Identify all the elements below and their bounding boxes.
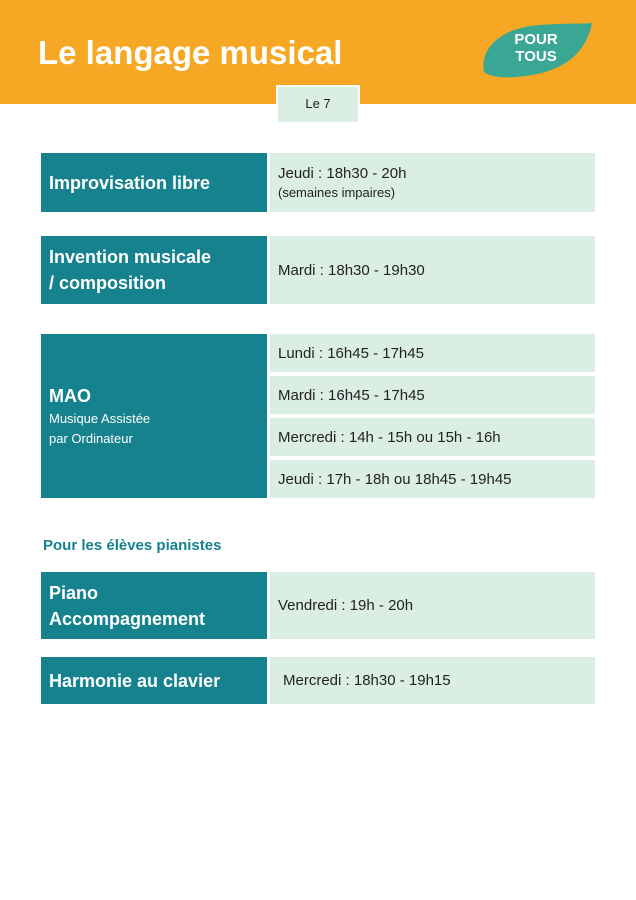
- badge-line1: POUR: [514, 31, 558, 48]
- schedule-cell: [270, 460, 595, 498]
- course-invention-musicale: [41, 236, 595, 304]
- schedule-cell: [270, 572, 595, 639]
- schedule-cell: [270, 376, 595, 414]
- schedule-time: Vendredi : 19h - 20h: [278, 597, 414, 614]
- course-name: Improvisation libre: [49, 172, 211, 193]
- pour-tous-badge: [478, 20, 594, 80]
- schedule-cell: [270, 236, 595, 304]
- course-name-line2: Accompagnement: [49, 608, 206, 629]
- course-harmonie-au-clavier: [41, 657, 595, 704]
- course-name-line2: / composition: [49, 273, 166, 293]
- course-mao: [41, 334, 595, 498]
- badge-line2: TOUS: [515, 48, 557, 65]
- schedule-time: Mercredi : 14h - 15h ou 15h - 16h: [278, 428, 501, 446]
- course-name: MAO: [49, 386, 91, 406]
- schedule-cell: [270, 657, 595, 704]
- course-name-line1: Invention musicale: [49, 247, 212, 267]
- schedule-time: Mercredi : 18h30 - 19h15: [283, 672, 451, 689]
- page-title: Le langage musical: [38, 34, 343, 71]
- course-name: Harmonie au clavier: [49, 670, 221, 691]
- course-label: [41, 334, 267, 498]
- course-label: [41, 153, 267, 212]
- schedule-time: Mardi : 16h45 - 17h45: [278, 386, 425, 404]
- schedule-cell: [270, 153, 595, 212]
- course-label: [41, 236, 267, 304]
- badge-text: [478, 31, 594, 65]
- course-piano-accompagnement: [41, 572, 595, 639]
- schedule-time: Jeudi : 17h - 18h ou 18h45 - 19h45: [278, 470, 512, 488]
- section-title-pianists: Pour les élèves pianistes: [43, 537, 222, 554]
- course-name-line1: Piano: [49, 582, 99, 603]
- course-improvisation-libre: [41, 153, 595, 212]
- schedule-note: (semaines impaires): [278, 185, 396, 200]
- tab-le-7[interactable]: Le 7: [276, 85, 360, 124]
- course-label: [41, 572, 267, 639]
- schedule-time: Mardi : 18h30 - 19h30: [278, 261, 425, 279]
- course-subtitle-line1: Musique Assistée: [49, 411, 151, 426]
- schedule-cell: [270, 418, 595, 456]
- schedule-cell: [270, 334, 595, 372]
- schedule-time: Jeudi : 18h30 - 20h: [278, 165, 407, 182]
- course-subtitle-line2: par Ordinateur: [49, 431, 133, 446]
- schedule-time: Lundi : 16h45 - 17h45: [278, 344, 424, 362]
- course-label: [41, 657, 267, 704]
